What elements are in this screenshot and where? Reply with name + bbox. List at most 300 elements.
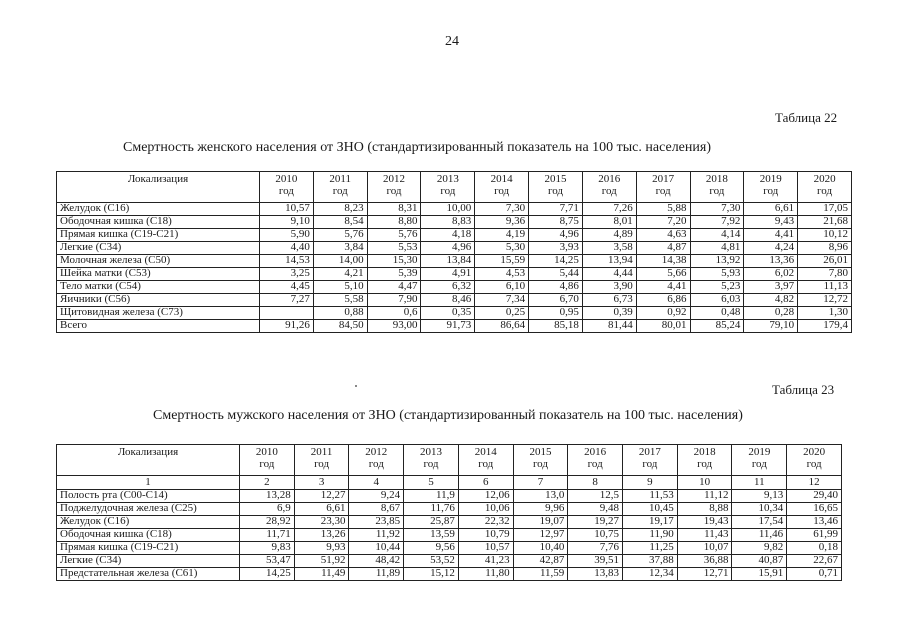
value-cell: 3,84 [313, 242, 367, 255]
value-cell: 17,05 [798, 203, 852, 216]
column-index-cell: 12 [787, 476, 842, 490]
value-cell: 86,64 [475, 320, 529, 333]
year-label: 2019 [748, 446, 771, 458]
value-cell: 11,71 [240, 529, 295, 542]
year-suffix: год [332, 184, 348, 197]
year-label: 2010 [255, 446, 278, 458]
value-cell: 0,18 [787, 542, 842, 555]
value-cell: 4,45 [260, 281, 314, 294]
value-cell: 8,88 [677, 503, 732, 516]
value-cell: 9,96 [513, 503, 568, 516]
table-header-row [57, 172, 852, 203]
value-cell: 21,68 [798, 216, 852, 229]
year-suffix: год [547, 184, 563, 197]
value-cell: 5,10 [313, 281, 367, 294]
value-cell: 5,93 [690, 268, 744, 281]
year-suffix: год [440, 184, 456, 197]
value-cell: 8,96 [798, 242, 852, 255]
value-cell: 12,72 [798, 294, 852, 307]
value-cell: 13,94 [582, 255, 636, 268]
value-cell: 3,25 [260, 268, 314, 281]
column-index-cell: 3 [294, 476, 349, 490]
value-cell: 4,19 [475, 229, 529, 242]
value-cell: 41,23 [458, 555, 513, 568]
value-cell: 16,65 [787, 503, 842, 516]
value-cell: 23,85 [349, 516, 404, 529]
column-header-year [732, 445, 787, 476]
value-cell: 5,39 [367, 268, 421, 281]
column-index-cell: 5 [404, 476, 459, 490]
row-label: Прямая кишка (С19-С21) [57, 229, 260, 242]
row-label: Всего [57, 320, 260, 333]
value-cell: 4,81 [690, 242, 744, 255]
table-row [57, 242, 852, 255]
value-cell: 28,92 [240, 516, 295, 529]
value-cell: 14,00 [313, 255, 367, 268]
value-cell: 11,53 [623, 490, 678, 503]
value-cell: 48,42 [349, 555, 404, 568]
value-cell: 42,87 [513, 555, 568, 568]
value-cell: 8,46 [421, 294, 475, 307]
value-cell: 5,90 [260, 229, 314, 242]
value-cell: 4,86 [529, 281, 583, 294]
value-cell: 0,48 [690, 307, 744, 320]
value-cell: 8,75 [529, 216, 583, 229]
value-cell: 7,27 [260, 294, 314, 307]
value-cell: 10,40 [513, 542, 568, 555]
year-suffix: год [763, 184, 779, 197]
value-cell: 4,82 [744, 294, 798, 307]
value-cell: 5,23 [690, 281, 744, 294]
value-cell: 7,90 [367, 294, 421, 307]
value-cell: 4,14 [690, 229, 744, 242]
column-header-year [475, 172, 529, 203]
column-header-year [458, 445, 513, 476]
value-cell: 84,50 [313, 320, 367, 333]
year-suffix: год [587, 457, 603, 470]
value-cell: 7,30 [690, 203, 744, 216]
table-row [57, 503, 842, 516]
year-suffix: год [817, 184, 833, 197]
year-suffix: год [709, 184, 725, 197]
value-cell: 10,75 [568, 529, 623, 542]
value-cell: 4,89 [582, 229, 636, 242]
column-index-cell: 7 [513, 476, 568, 490]
column-header-year [582, 172, 636, 203]
value-cell: 13,28 [240, 490, 295, 503]
value-cell: 1,30 [798, 307, 852, 320]
column-header-year [568, 445, 623, 476]
column-header-year [513, 445, 568, 476]
value-cell: 85,24 [690, 320, 744, 333]
value-cell: 12,5 [568, 490, 623, 503]
year-label: 2012 [383, 173, 406, 185]
table-row [57, 216, 852, 229]
year-suffix: год [494, 184, 510, 197]
value-cell: 26,01 [798, 255, 852, 268]
value-cell: 9,36 [475, 216, 529, 229]
row-label: Желудок (С16) [57, 516, 240, 529]
column-header-location: Локализация [57, 445, 240, 476]
year-label: 2017 [638, 446, 661, 458]
value-cell: 7,71 [529, 203, 583, 216]
column-index-row [57, 476, 842, 490]
year-label: 2019 [759, 173, 782, 185]
value-cell: 13,0 [513, 490, 568, 503]
value-cell: 13,26 [294, 529, 349, 542]
value-cell: 3,97 [744, 281, 798, 294]
row-label: Щитовидная железа (С73) [57, 307, 260, 320]
value-cell: 8,67 [349, 503, 404, 516]
value-cell: 11,43 [677, 529, 732, 542]
year-label: 2016 [598, 173, 621, 185]
value-cell: 4,87 [636, 242, 690, 255]
value-cell: 10,45 [623, 503, 678, 516]
value-cell: 6,61 [294, 503, 349, 516]
value-cell: 11,90 [623, 529, 678, 542]
value-cell: 14,38 [636, 255, 690, 268]
column-header-year [623, 445, 678, 476]
year-label: 2011 [310, 446, 333, 458]
value-cell: 15,91 [732, 568, 787, 581]
value-cell: 12,97 [513, 529, 568, 542]
column-index-cell: 9 [623, 476, 678, 490]
table-row [57, 203, 852, 216]
table-22-title: Смертность женского населения от ЗНО (стандартизированный показатель на 100 тыс. населения) [123, 140, 711, 155]
table-row [57, 516, 842, 529]
value-cell: 53,52 [404, 555, 459, 568]
value-cell: 6,03 [690, 294, 744, 307]
value-cell: 4,44 [582, 268, 636, 281]
table-23-label: Таблица 23 [772, 382, 835, 397]
year-label: 2018 [705, 173, 728, 185]
value-cell: 4,47 [367, 281, 421, 294]
value-cell: 7,92 [690, 216, 744, 229]
value-cell: 25,87 [404, 516, 459, 529]
value-cell: 11,80 [458, 568, 513, 581]
value-cell: 9,48 [568, 503, 623, 516]
row-label: Прямая кишка (С19-С21) [57, 542, 240, 555]
value-cell: 19,07 [513, 516, 568, 529]
year-label: 2011 [329, 173, 352, 185]
value-cell: 10,34 [732, 503, 787, 516]
row-label: Предстательная железа (С61) [57, 568, 240, 581]
value-cell: 8,54 [313, 216, 367, 229]
year-suffix: год [423, 457, 439, 470]
column-header-year [677, 445, 732, 476]
value-cell: 11,12 [677, 490, 732, 503]
value-cell: 9,24 [349, 490, 404, 503]
value-cell: 4,53 [475, 268, 529, 281]
value-cell: 4,40 [260, 242, 314, 255]
value-cell: 10,00 [421, 203, 475, 216]
value-cell: 9,83 [240, 542, 295, 555]
year-suffix: год [601, 184, 617, 197]
row-label: Яичники (С56) [57, 294, 260, 307]
value-cell: 81,44 [582, 320, 636, 333]
value-cell: 11,76 [404, 503, 459, 516]
year-label: 2013 [420, 446, 443, 458]
value-cell: 5,76 [367, 229, 421, 242]
value-cell: 11,89 [349, 568, 404, 581]
row-label: Тело матки (С54) [57, 281, 260, 294]
value-cell: 22,32 [458, 516, 513, 529]
column-header-year [313, 172, 367, 203]
table-row [57, 268, 852, 281]
value-cell: 9,13 [732, 490, 787, 503]
table-row [57, 294, 852, 307]
column-header-year [744, 172, 798, 203]
female-mortality-table [56, 171, 852, 333]
value-cell: 9,10 [260, 216, 314, 229]
value-cell: 4,41 [744, 229, 798, 242]
value-cell: 7,30 [475, 203, 529, 216]
value-cell: 8,80 [367, 216, 421, 229]
value-cell: 6,10 [475, 281, 529, 294]
table-row [57, 490, 842, 503]
value-cell: 12,71 [677, 568, 732, 581]
value-cell: 61,99 [787, 529, 842, 542]
year-label: 2012 [365, 446, 388, 458]
page-number: 24 [445, 34, 459, 49]
table-row [57, 568, 842, 581]
value-cell: 19,43 [677, 516, 732, 529]
value-cell: 4,91 [421, 268, 475, 281]
value-cell: 5,66 [636, 268, 690, 281]
table-23-title: Смертность мужского населения от ЗНО (стандартизированный показатель на 100 тыс. населения) [153, 408, 743, 423]
value-cell: 10,44 [349, 542, 404, 555]
row-label: Шейка матки (С53) [57, 268, 260, 281]
value-cell: 15,30 [367, 255, 421, 268]
value-cell: 4,21 [313, 268, 367, 281]
value-cell: 10,57 [458, 542, 513, 555]
value-cell: 11,92 [349, 529, 404, 542]
value-cell: 9,82 [732, 542, 787, 555]
value-cell [260, 307, 314, 320]
value-cell: 13,92 [690, 255, 744, 268]
year-suffix: год [368, 457, 384, 470]
value-cell: 13,83 [568, 568, 623, 581]
table-row [57, 542, 842, 555]
value-cell: 7,34 [475, 294, 529, 307]
value-cell: 13,46 [787, 516, 842, 529]
value-cell: 0,71 [787, 568, 842, 581]
value-cell: 9,56 [404, 542, 459, 555]
value-cell: 10,79 [458, 529, 513, 542]
value-cell: 9,93 [294, 542, 349, 555]
value-cell: 15,59 [475, 255, 529, 268]
year-label: 2013 [436, 173, 459, 185]
value-cell: 0,39 [582, 307, 636, 320]
row-label: Полость рта (С00-С14) [57, 490, 240, 503]
value-cell: 5,53 [367, 242, 421, 255]
column-index-cell: 4 [349, 476, 404, 490]
year-suffix: год [259, 457, 275, 470]
value-cell: 11,59 [513, 568, 568, 581]
column-header-year [529, 172, 583, 203]
value-cell: 11,25 [623, 542, 678, 555]
value-cell: 0,6 [367, 307, 421, 320]
value-cell: 5,76 [313, 229, 367, 242]
year-suffix: год [751, 457, 767, 470]
value-cell: 14,25 [529, 255, 583, 268]
value-cell: 10,12 [798, 229, 852, 242]
column-index-cell: 10 [677, 476, 732, 490]
value-cell: 17,54 [732, 516, 787, 529]
year-label: 2014 [490, 173, 513, 185]
value-cell: 85,18 [529, 320, 583, 333]
column-index-cell: 11 [732, 476, 787, 490]
column-header-year [404, 445, 459, 476]
year-label: 2020 [813, 173, 836, 185]
value-cell: 10,07 [677, 542, 732, 555]
row-label: Ободочная кишка (С18) [57, 216, 260, 229]
column-header-year [690, 172, 744, 203]
value-cell: 91,73 [421, 320, 475, 333]
value-cell: 0,92 [636, 307, 690, 320]
male-mortality-table [56, 444, 842, 581]
value-cell: 3,90 [582, 281, 636, 294]
value-cell: 11,49 [294, 568, 349, 581]
year-label: 2015 [544, 173, 567, 185]
value-cell: 19,27 [568, 516, 623, 529]
table-22-label: Таблица 22 [775, 110, 838, 125]
table-row [57, 255, 852, 268]
value-cell: 53,47 [240, 555, 295, 568]
value-cell: 12,27 [294, 490, 349, 503]
value-cell: 6,9 [240, 503, 295, 516]
value-cell: 15,12 [404, 568, 459, 581]
value-cell: 4,41 [636, 281, 690, 294]
value-cell: 39,51 [568, 555, 623, 568]
column-header-year [787, 445, 842, 476]
column-header-year [240, 445, 295, 476]
column-index-cell: 2 [240, 476, 295, 490]
year-label: 2018 [693, 446, 716, 458]
value-cell: 93,00 [367, 320, 421, 333]
value-cell: 0,95 [529, 307, 583, 320]
year-label: 2014 [474, 446, 497, 458]
value-cell: 9,43 [744, 216, 798, 229]
value-cell: 7,26 [582, 203, 636, 216]
value-cell: 4,96 [529, 229, 583, 242]
value-cell: 40,87 [732, 555, 787, 568]
table-row [57, 281, 852, 294]
value-cell: 0,28 [744, 307, 798, 320]
value-cell: 6,61 [744, 203, 798, 216]
table-row [57, 307, 852, 320]
value-cell: 6,02 [744, 268, 798, 281]
column-header-location: Локализация [57, 172, 260, 203]
value-cell: 23,30 [294, 516, 349, 529]
table-row [57, 320, 852, 333]
year-label: 2017 [652, 173, 675, 185]
value-cell: 80,01 [636, 320, 690, 333]
row-label: Поджелудочная железа (С25) [57, 503, 240, 516]
year-suffix: год [655, 184, 671, 197]
value-cell: 29,40 [787, 490, 842, 503]
year-suffix: год [697, 457, 713, 470]
row-label: Легкие (С34) [57, 242, 260, 255]
value-cell: 37,88 [623, 555, 678, 568]
value-cell: 4,18 [421, 229, 475, 242]
value-cell: 6,86 [636, 294, 690, 307]
value-cell: 8,01 [582, 216, 636, 229]
row-label: Легкие (С34) [57, 555, 240, 568]
value-cell: 12,06 [458, 490, 513, 503]
column-header-year [636, 172, 690, 203]
value-cell: 6,73 [582, 294, 636, 307]
value-cell: 13,84 [421, 255, 475, 268]
value-cell: 51,92 [294, 555, 349, 568]
value-cell: 14,53 [260, 255, 314, 268]
value-cell: 11,46 [732, 529, 787, 542]
value-cell: 4,63 [636, 229, 690, 242]
value-cell: 12,34 [623, 568, 678, 581]
year-label: 2015 [529, 446, 552, 458]
year-label: 2016 [584, 446, 607, 458]
value-cell: 11,13 [798, 281, 852, 294]
column-header-year [349, 445, 404, 476]
value-cell: 0,35 [421, 307, 475, 320]
value-cell: 3,58 [582, 242, 636, 255]
value-cell: 8,31 [367, 203, 421, 216]
table-header-row [57, 445, 842, 476]
table-row [57, 555, 842, 568]
value-cell: 79,10 [744, 320, 798, 333]
table-row [57, 529, 842, 542]
value-cell: 5,58 [313, 294, 367, 307]
value-cell: 6,70 [529, 294, 583, 307]
year-suffix: год [386, 184, 402, 197]
value-cell: 11,9 [404, 490, 459, 503]
column-header-year [260, 172, 314, 203]
column-index-cell: 6 [458, 476, 513, 490]
year-suffix: год [642, 457, 658, 470]
value-cell: 7,20 [636, 216, 690, 229]
year-suffix: год [806, 457, 822, 470]
column-header-year [294, 445, 349, 476]
value-cell: 13,59 [404, 529, 459, 542]
value-cell: 179,4 [798, 320, 852, 333]
value-cell: 19,17 [623, 516, 678, 529]
row-label: Молочная железа (С50) [57, 255, 260, 268]
year-label: 2010 [275, 173, 298, 185]
year-suffix: год [478, 457, 494, 470]
column-header-year [367, 172, 421, 203]
value-cell: 22,67 [787, 555, 842, 568]
year-suffix: год [314, 457, 330, 470]
column-header-year [798, 172, 852, 203]
value-cell: 91,26 [260, 320, 314, 333]
value-cell: 10,57 [260, 203, 314, 216]
value-cell: 7,80 [798, 268, 852, 281]
value-cell: 3,93 [529, 242, 583, 255]
value-cell: 0,88 [313, 307, 367, 320]
value-cell: 7,76 [568, 542, 623, 555]
value-cell: 0,25 [475, 307, 529, 320]
value-cell: 4,96 [421, 242, 475, 255]
column-header-year [421, 172, 475, 203]
row-label: Желудок (С16) [57, 203, 260, 216]
year-label: 2020 [803, 446, 826, 458]
value-cell: 5,44 [529, 268, 583, 281]
value-cell: 36,88 [677, 555, 732, 568]
year-suffix: год [532, 457, 548, 470]
value-cell: 5,88 [636, 203, 690, 216]
value-cell: 14,25 [240, 568, 295, 581]
value-cell: 4,24 [744, 242, 798, 255]
